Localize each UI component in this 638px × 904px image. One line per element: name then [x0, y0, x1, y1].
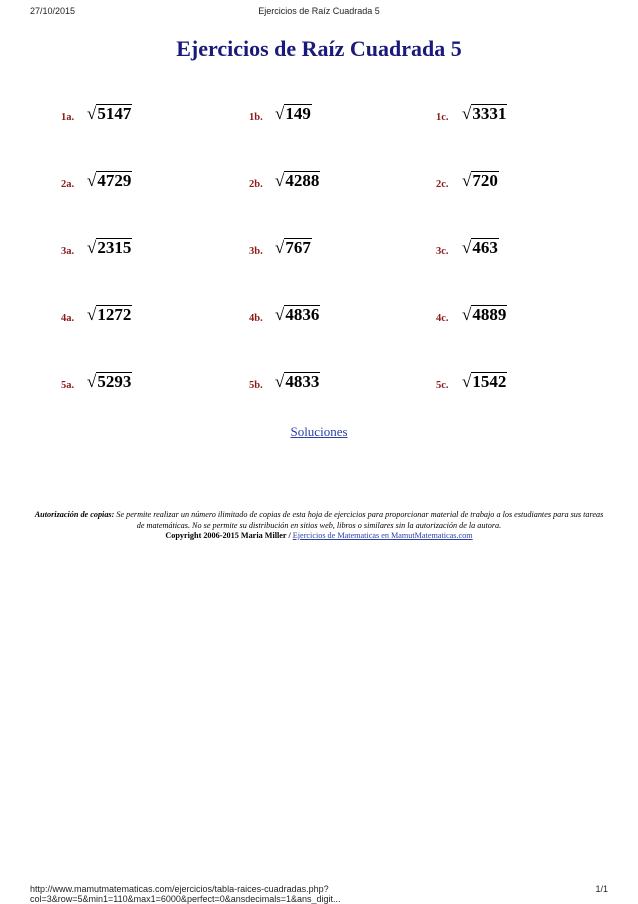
- sqrt-icon: √: [87, 171, 97, 190]
- problem-label: 4a.: [61, 313, 75, 324]
- sqrt-icon: √: [87, 238, 97, 257]
- page-title: Ejercicios de Raíz Cuadrada 5: [176, 36, 462, 61]
- radicand: 4729: [97, 171, 132, 190]
- radicand: 767: [285, 238, 311, 257]
- square-root-expression: [462, 238, 499, 258]
- sqrt-icon: √: [87, 305, 97, 324]
- sqrt-icon: √: [275, 372, 285, 391]
- square-root-expression: [462, 104, 507, 124]
- copyright-text: Copyright 2006-2015 Maria Miller /: [165, 531, 291, 540]
- sqrt-icon: √: [462, 171, 472, 190]
- square-root-expression: [275, 104, 312, 124]
- copyright: [0, 531, 638, 540]
- square-root-expression: [275, 372, 320, 392]
- problem-label: 5c.: [436, 380, 449, 391]
- radicand: 5293: [97, 372, 132, 391]
- square-root-expression: [87, 238, 132, 258]
- square-root-expression: [462, 372, 507, 392]
- copyright-link[interactable]: Ejercicios de Matematicas en MamutMatematicas.com: [292, 531, 473, 540]
- radicand: 720: [472, 171, 498, 190]
- radicand: 4836: [285, 305, 320, 324]
- square-root-expression: [462, 305, 507, 325]
- square-root-expression: [87, 372, 132, 392]
- sqrt-icon: √: [275, 305, 285, 324]
- problem-label: 2b.: [249, 179, 263, 190]
- sqrt-icon: √: [87, 372, 97, 391]
- problem-label: 1b.: [249, 112, 263, 123]
- problem-label: 3a.: [61, 246, 75, 257]
- radicand: 4833: [285, 372, 320, 391]
- radicand: 4889: [472, 305, 507, 324]
- print-date: 27/10/2015: [30, 6, 76, 16]
- authorization-text: Se permite realizar un número ilimitado de copias de esta hoja de ejercicios para proporcionar material de trabajo a los estudiantes para sus tareas de matemáticas. No se permite su distribución en sitios web, libros o similares sin la autorización de la autora.: [116, 510, 604, 530]
- sqrt-icon: √: [462, 305, 472, 324]
- problem-label: 4c.: [436, 313, 449, 324]
- problem-label: 2c.: [436, 179, 449, 190]
- square-root-expression: [87, 104, 132, 124]
- square-root-expression: [87, 171, 132, 191]
- problem-label: 2a.: [61, 179, 75, 190]
- radicand: 4288: [285, 171, 320, 190]
- radicand: 5147: [97, 104, 132, 123]
- square-root-expression: [87, 305, 132, 325]
- radicand: 149: [285, 104, 311, 123]
- solutions-link[interactable]: Soluciones: [290, 424, 348, 439]
- footer-url: http://www.mamutmatematicas.com/ejercicios/tabla-raices-cuadradas.php?col=3&row=5&min1=110&max1=6000&perfect=0&ansdecimals=1&ans_digit...: [30, 884, 341, 904]
- radicand: 1542: [472, 372, 507, 391]
- square-root-expression: [275, 305, 320, 325]
- sqrt-icon: √: [87, 104, 97, 123]
- problem-label: 5a.: [61, 380, 75, 391]
- sqrt-icon: √: [462, 372, 472, 391]
- sqrt-icon: √: [275, 171, 285, 190]
- problem-label: 1a.: [61, 112, 75, 123]
- problem-label: 1c.: [436, 112, 449, 123]
- radicand: 3331: [472, 104, 507, 123]
- radicand: 2315: [97, 238, 132, 257]
- footer-page-number: 1/1: [595, 884, 608, 894]
- sqrt-icon: √: [275, 104, 285, 123]
- problem-label: 3b.: [249, 246, 263, 257]
- square-root-expression: [275, 238, 312, 258]
- radicand: 463: [472, 238, 498, 257]
- print-header-title: Ejercicios de Raíz Cuadrada 5: [258, 6, 380, 16]
- radicand: 1272: [97, 305, 132, 324]
- authorization-notice: [34, 509, 604, 531]
- sqrt-icon: √: [275, 238, 285, 257]
- problem-label: 4b.: [249, 313, 263, 324]
- sqrt-icon: √: [462, 238, 472, 257]
- square-root-expression: [462, 171, 499, 191]
- problem-label: 5b.: [249, 380, 263, 391]
- authorization-lead: Autorización de copias:: [34, 510, 115, 519]
- square-root-expression: [275, 171, 320, 191]
- sqrt-icon: √: [462, 104, 472, 123]
- problem-label: 3c.: [436, 246, 449, 257]
